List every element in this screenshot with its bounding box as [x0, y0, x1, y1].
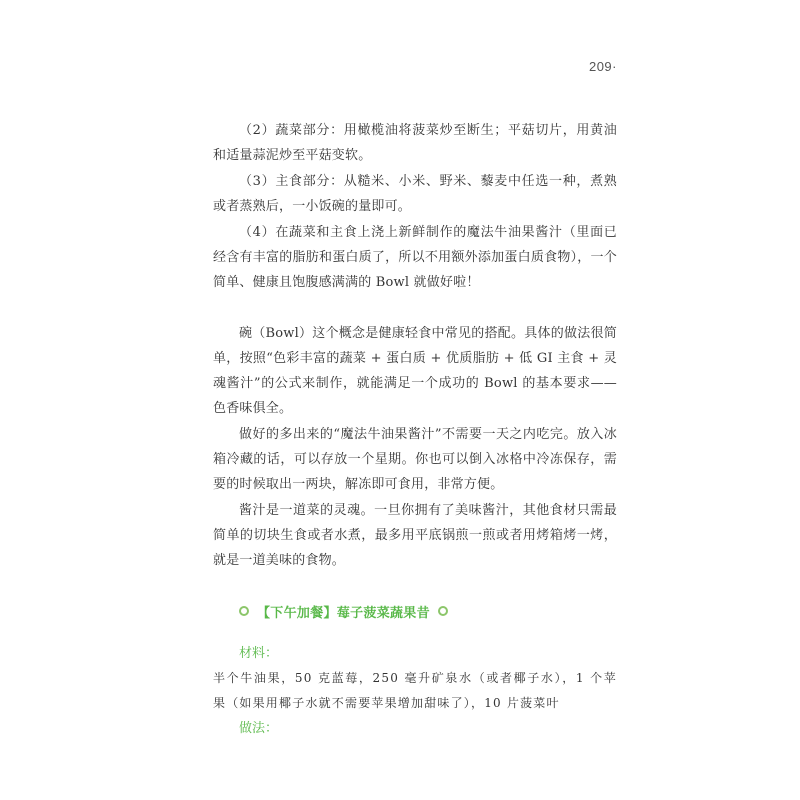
- circle-bullet-icon: [239, 606, 249, 616]
- note-paragraph-bowl: 碗（Bowl）这个概念是健康轻食中常见的搭配。具体的做法很简单，按照“色彩丰富的蔬菜 + 蛋白质 + 优质脂肪 + 低 GI 主食 + 灵魂酱汁”的公式来制作，就能满足一个成功的 Bowl 的基本要求——色香味俱全。: [213, 326, 617, 416]
- page-content: [213, 118, 617, 741]
- note-paragraph-sauce: 酱汁是一道菜的灵魂。一旦你拥有了美味酱汁，其他食材只需最简单的切块生食或者水煮，最多用平底锅煎一煎或者用烤箱烤一烤，就是一道美味的食物。: [213, 503, 617, 568]
- recipe-step-2: （2）蔬菜部分：用橄榄油将菠菜炒至断生；平菇切片，用黄油和适量蒜泥炒至平菇变软。: [213, 123, 617, 163]
- recipe-step-4: （4）在蔬菜和主食上浇上新鲜制作的魔法牛油果酱汁（里面已经含有丰富的脂肪和蛋白质了，所以不用额外添加蛋白质食物），一个简单、健康且饱腹感满满的 Bowl 就做好啦！: [213, 225, 617, 290]
- method-label: 做法：: [239, 721, 279, 736]
- note-paragraph-storage: 做好的多出来的“魔法牛油果酱汁”不需要一天之内吃完。放入冰箱冷藏的话，可以存放一个星期。你也可以倒入冰格中冷冻保存，需要的时候取出一两块，解冻即可食用，非常方便。: [213, 427, 617, 492]
- section-title: 【下午加餐】莓子菠菜蔬果昔: [257, 605, 430, 621]
- circle-bullet-icon: [438, 606, 448, 616]
- recipe-step-3: （3）主食部分：从糙米、小米、野米、藜麦中任选一种，煮熟或者蒸熟后，一小饭碗的量即可。: [213, 174, 617, 214]
- materials-label: 材料：: [239, 646, 279, 661]
- materials-text: 半个牛油果，50 克蓝莓，250 毫升矿泉水（或者椰子水），1 个苹果（如果用椰子水就不需要苹果增加甜味了），10 片菠菜叶: [213, 671, 617, 710]
- page-number: 209·: [588, 59, 617, 74]
- section-header: [213, 599, 617, 623]
